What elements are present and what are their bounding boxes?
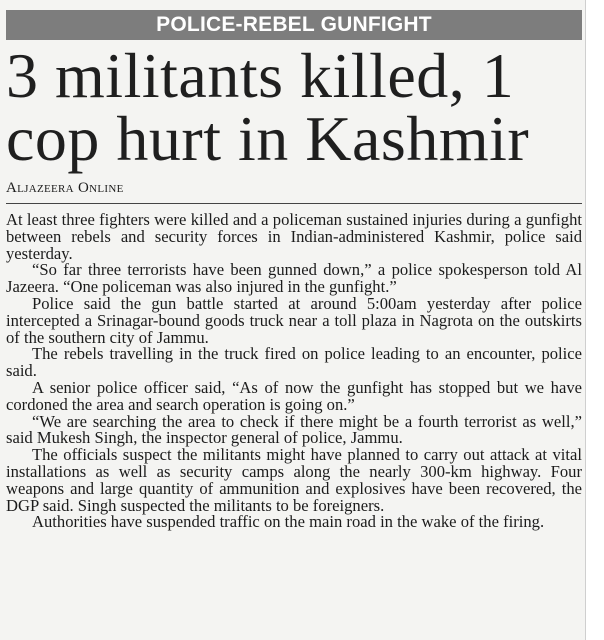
section-kicker: POLICE-REBEL GUNFIGHT: [6, 10, 582, 40]
paragraph: A senior police officer said, “As of now the gunfight has stopped but we have cordoned the area and search operation is going on.”: [6, 377, 582, 414]
paragraph: Police said the gun battle started at around 5:00am yesterday after police intercepted a Srinagar-bound goods truck near a toll plaza in Nagrota on the outskirts of the southern city of Jammu.: [6, 293, 582, 347]
paragraph: The rebels travelling in the truck fired on police leading to an encounter, police said.: [6, 344, 582, 381]
paragraph: The officials suspect the militants might have planned to carry out attack at vital installations as well as security camps along the nearly 300-km highway. Four weapons and large quantity of ammunition and explosives have been recovered, the DGP said. Singh suspected the militants to be foreigners.: [6, 445, 582, 515]
headline: 3 militants killed, 1 cop hurt in Kashmir: [6, 40, 530, 174]
byline: Aljazeera Online: [6, 180, 582, 204]
paragraph: Authorities have suspended traffic on the main road in the wake of the firing.: [32, 512, 545, 532]
paragraph: “So far three terrorists have been gunned down,” a police spokesperson told Al Jazeera. “One policeman was also injured in the gunfight.”: [6, 260, 582, 297]
paragraph: “We are searching the area to check if there might be a fourth terrorist as well,” said Mukesh Singh, the inspector general of police, Jammu.: [6, 411, 582, 448]
page-edge: [585, 0, 604, 640]
paragraph: At least three fighters were killed and a policeman sustained injuries during a gunfight between rebels and security forces in Indian-administered Kashmir, police said yesterday.: [6, 210, 582, 263]
article-body: [6, 212, 582, 531]
